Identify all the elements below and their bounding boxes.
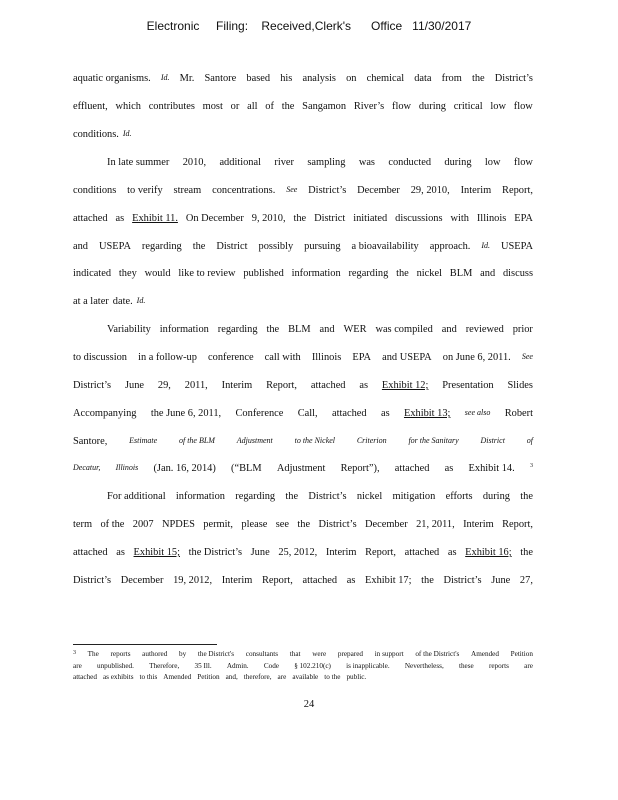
word: was compiled — [375, 324, 433, 335]
word: was — [358, 157, 375, 168]
word: permit, — [203, 519, 233, 530]
word: Mr. — [179, 73, 195, 84]
word: low — [484, 157, 501, 168]
word: most — [202, 101, 223, 112]
word: 2007 — [132, 519, 154, 530]
exhibit-link: Exhibit 16; — [465, 547, 512, 558]
body-line — [73, 547, 533, 558]
word: mitigation — [392, 491, 436, 502]
word: possibly — [258, 241, 294, 252]
word: and — [73, 241, 89, 252]
body-line — [73, 129, 533, 140]
word: concentrations. — [212, 185, 276, 196]
word: Call, — [297, 408, 318, 419]
word: Id. — [160, 73, 170, 82]
word: river — [274, 157, 294, 168]
body-line — [73, 268, 533, 279]
word: Report, — [266, 380, 298, 391]
word: Interim — [460, 185, 492, 196]
word: EPA — [352, 352, 372, 363]
word: they — [118, 268, 137, 279]
word: to the Nickel — [294, 436, 336, 445]
word: effluent, — [73, 101, 108, 112]
word: 27, — [519, 575, 533, 586]
word: contributes — [148, 101, 195, 112]
word: nickel — [416, 268, 442, 279]
word: District’s — [73, 575, 112, 586]
word: Id. — [481, 241, 491, 250]
word: Sangamon — [302, 101, 347, 112]
word: in support — [374, 650, 404, 658]
word: Petition — [510, 650, 533, 658]
word: approach. — [429, 241, 471, 252]
word: additional — [219, 157, 261, 168]
word: of — [526, 436, 533, 445]
word: as — [346, 575, 356, 586]
word: Accompanying — [73, 408, 137, 419]
word: and — [480, 268, 496, 279]
footnote-line — [73, 662, 533, 670]
word: term — [73, 519, 93, 530]
word: attached — [394, 463, 430, 474]
word: are — [73, 662, 82, 670]
word: would — [144, 268, 171, 279]
word: 35 Ill. — [194, 662, 212, 670]
word: USEPA — [98, 241, 131, 252]
word: these — [458, 662, 474, 670]
word: 2010, — [182, 157, 207, 168]
word: Nevertheless, — [404, 662, 444, 670]
word: attached — [73, 213, 108, 224]
word: River’s — [353, 101, 385, 112]
word: of — [265, 101, 274, 112]
word: regarding — [141, 241, 182, 252]
word: District’s — [73, 380, 112, 391]
word: Petition — [197, 673, 220, 681]
footnote-line — [73, 673, 533, 681]
word: chemical — [366, 73, 405, 84]
footnote-ref: 3 — [529, 463, 533, 469]
word: 9, 2010, — [251, 213, 286, 224]
word: nickel — [356, 491, 383, 502]
word: which — [115, 101, 141, 112]
word: based — [246, 73, 271, 84]
word: Illinois — [476, 213, 507, 224]
body-line — [73, 185, 533, 196]
word: in a follow-up — [138, 352, 197, 363]
word: Admin. — [226, 662, 249, 670]
word: Decatur, — [73, 463, 101, 472]
word: conditions. — [73, 129, 119, 140]
word: to this — [139, 673, 158, 681]
word: NPDES — [161, 519, 195, 530]
word: his — [280, 73, 293, 84]
word: USEPA — [500, 241, 533, 252]
word: In late summer — [107, 157, 170, 168]
word: Exhibit 14. — [468, 463, 515, 474]
word: (Jan. 16, 2014) — [153, 463, 216, 474]
word: of the BLM — [178, 436, 215, 445]
word: with — [450, 213, 469, 224]
word: Report, — [502, 185, 533, 196]
word: that — [289, 650, 301, 658]
word: On December — [185, 213, 244, 224]
body-line — [107, 324, 533, 335]
word: unpublished. — [96, 662, 134, 670]
word: Therefore, — [149, 662, 180, 670]
word: consultants — [245, 650, 279, 658]
word: District’s — [318, 519, 357, 530]
word: the — [520, 491, 533, 502]
word: as — [380, 408, 390, 419]
word: published — [243, 268, 284, 279]
body-line — [107, 157, 533, 168]
footnote-line — [73, 650, 533, 658]
word: Estimate — [129, 436, 158, 445]
body-line — [73, 213, 533, 224]
exhibit-link: Exhibit 13; — [403, 408, 451, 419]
word: and — [441, 324, 457, 335]
word: attached — [404, 547, 440, 558]
word: the — [520, 547, 533, 558]
word: conference — [208, 352, 254, 363]
word: a bioavailability — [351, 241, 419, 252]
word: on — [346, 73, 357, 84]
word: attached — [73, 673, 97, 681]
word: are — [277, 673, 287, 681]
word: District’s — [443, 575, 482, 586]
word: indicated — [73, 268, 112, 279]
filing-header: Electronic Filing: Received,Clerk's Office 11/30/2017 — [146, 19, 472, 33]
word: the — [471, 73, 485, 84]
body-line — [107, 491, 533, 502]
word: Conference — [235, 408, 284, 419]
word: Amended — [471, 650, 499, 658]
word: see — [275, 519, 290, 530]
word: flow — [513, 101, 533, 112]
word: date. — [112, 296, 133, 307]
word: please — [241, 519, 268, 530]
word: attached — [73, 547, 108, 558]
word: and — [319, 324, 335, 335]
word: District — [314, 213, 346, 224]
body-line — [73, 73, 533, 84]
word: The — [87, 650, 99, 658]
word: public. — [346, 673, 367, 681]
word: discuss — [502, 268, 533, 279]
word: pursuing — [304, 241, 341, 252]
word: is inapplicable. — [346, 662, 390, 670]
word: reviewed — [465, 324, 504, 335]
body-line — [73, 519, 533, 530]
word: the — [281, 101, 295, 112]
word: § 102.210(c) — [294, 662, 331, 670]
word: EPA — [514, 213, 533, 224]
word: to discussion — [73, 352, 127, 363]
word: Report”), — [340, 463, 380, 474]
word: 21, 2011, — [416, 519, 455, 530]
word: as — [116, 547, 125, 558]
word: the — [421, 575, 434, 586]
word: analysis — [302, 73, 336, 84]
word: flow — [513, 157, 533, 168]
word: of the District's — [415, 650, 460, 658]
word: on June 6, 2011. — [442, 352, 511, 363]
word: regarding — [217, 324, 258, 335]
word: 29, — [157, 380, 171, 391]
word: 19, 2012, — [173, 575, 213, 586]
page-number: 24 — [303, 699, 315, 710]
body-line — [73, 296, 533, 307]
body-line — [73, 436, 533, 447]
word: information — [175, 491, 225, 502]
word: or — [230, 101, 240, 112]
word: see also — [464, 408, 491, 417]
word: initiated — [353, 213, 388, 224]
word: from — [441, 73, 462, 84]
word: and, — [225, 673, 238, 681]
word: during — [418, 101, 446, 112]
word: the — [297, 519, 311, 530]
word: regarding — [235, 491, 276, 502]
word: December — [365, 519, 408, 530]
body-line — [73, 575, 533, 586]
word: prepared — [337, 650, 364, 658]
word: reports — [110, 650, 131, 658]
word: Id. — [136, 296, 146, 305]
word: Report, — [502, 519, 533, 530]
body-line — [73, 380, 533, 391]
word: information — [159, 324, 209, 335]
word: District’s — [308, 491, 347, 502]
word: prior — [512, 324, 533, 335]
word: of the — [100, 519, 125, 530]
footnote-ref: 3 — [73, 650, 76, 656]
word: by — [179, 650, 187, 658]
exhibit-link: Exhibit 11. — [132, 213, 178, 224]
word: data — [414, 73, 432, 84]
word: 2011, — [184, 380, 208, 391]
word: Amended — [163, 673, 192, 681]
word: Interim — [463, 519, 494, 530]
word: as — [447, 547, 457, 558]
word: Interim — [325, 547, 357, 558]
word: Slides — [507, 380, 533, 391]
word: December — [120, 575, 164, 586]
word: to the — [324, 673, 341, 681]
body-line — [73, 101, 533, 112]
word: as exhibits — [102, 673, 134, 681]
word: attached — [302, 575, 338, 586]
word: June — [124, 380, 145, 391]
word: District — [216, 241, 248, 252]
word: Criterion — [356, 436, 387, 445]
word: during — [444, 157, 472, 168]
word: are — [524, 662, 533, 670]
word: Santore, — [73, 436, 108, 447]
word: District’s — [308, 185, 347, 196]
word: efforts — [445, 491, 473, 502]
word: See — [521, 352, 533, 361]
word: District’s — [494, 73, 533, 84]
body-line — [73, 408, 533, 419]
word: See — [286, 185, 298, 194]
word: Report, — [261, 575, 293, 586]
word: the — [266, 324, 280, 335]
word: critical — [453, 101, 483, 112]
word: aquatic organisms. — [73, 73, 151, 84]
word: authored — [142, 650, 168, 658]
word: Report, — [365, 547, 397, 558]
word: the — [396, 268, 409, 279]
word: Exhibit 17; — [365, 575, 412, 586]
body-line — [73, 241, 533, 252]
word: stream — [173, 185, 202, 196]
footnote-divider — [73, 644, 217, 645]
word: Id. — [122, 129, 132, 138]
word: the — [285, 491, 299, 502]
word: December — [357, 185, 400, 196]
word: at a later — [73, 296, 109, 307]
word: as — [359, 380, 369, 391]
word: For additional — [107, 491, 166, 502]
word: call with — [264, 352, 301, 363]
word: Adjustment — [276, 463, 326, 474]
word: all — [247, 101, 258, 112]
word: regarding — [348, 268, 389, 279]
word: during — [482, 491, 510, 502]
word: flow — [392, 101, 412, 112]
word: available — [292, 673, 319, 681]
word: sampling — [307, 157, 346, 168]
word: attached — [310, 380, 346, 391]
word: the — [293, 213, 307, 224]
word: as — [444, 463, 454, 474]
word: were — [312, 650, 327, 658]
body-line — [73, 463, 533, 474]
word: District — [480, 436, 505, 445]
word: Variability — [107, 324, 151, 335]
word: Illinois — [311, 352, 342, 363]
word: WER — [343, 324, 367, 335]
word: low — [490, 101, 506, 112]
word: the District’s — [188, 547, 243, 558]
word: Presentation — [442, 380, 494, 391]
word: Robert — [504, 408, 533, 419]
word: Code — [263, 662, 279, 670]
word: the June 6, 2011, — [150, 408, 222, 419]
word: Interim — [221, 380, 253, 391]
word: and USEPA — [382, 352, 432, 363]
word: for the Sanitary — [408, 436, 459, 445]
exhibit-link: Exhibit 12; — [381, 380, 429, 391]
word: 25, 2012, — [278, 547, 318, 558]
word: information — [291, 268, 341, 279]
word: the — [192, 241, 206, 252]
word: 29, 2010, — [410, 185, 450, 196]
word: June — [250, 547, 270, 558]
word: attached — [332, 408, 367, 419]
word: therefore, — [243, 673, 272, 681]
word: discussions — [395, 213, 443, 224]
word: to verify — [127, 185, 163, 196]
word: Adjustment — [236, 436, 273, 445]
word: BLM — [288, 324, 311, 335]
word: Santore — [204, 73, 237, 84]
word: Illinois — [115, 463, 139, 472]
word: as — [115, 213, 125, 224]
word: the District's — [197, 650, 235, 658]
word: Interim — [221, 575, 253, 586]
word: reports — [488, 662, 509, 670]
exhibit-link: Exhibit 15; — [133, 547, 180, 558]
word: BLM — [449, 268, 473, 279]
word: (“BLM — [231, 463, 262, 474]
word: June — [491, 575, 511, 586]
word: conditions — [73, 185, 117, 196]
word: like to review — [178, 268, 236, 279]
word: conducted — [388, 157, 432, 168]
body-line — [73, 352, 533, 363]
